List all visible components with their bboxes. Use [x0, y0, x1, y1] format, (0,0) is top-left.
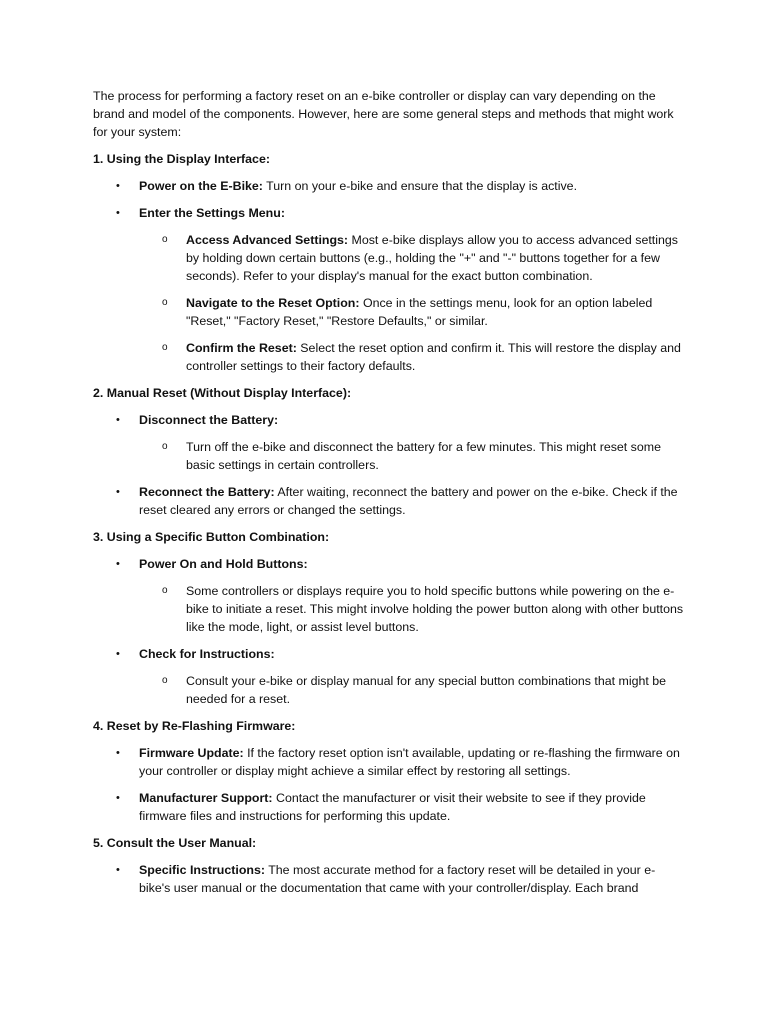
bullet-dot-icon: •: [116, 558, 120, 570]
bullet-dot-icon: •: [116, 180, 120, 192]
bullet-dot-icon: •: [116, 792, 120, 804]
item-label: Navigate to the Reset Option:: [186, 296, 360, 310]
item-text: Most e-bike displays allow you to access advanced settings by holding down certain buttons (e.g., holding the "+" and "-" buttons together for a few seconds). Refer to your display's manual for the exact button combination.: [186, 233, 678, 283]
item-label: Disconnect the Battery:: [139, 413, 279, 427]
item-text: Turn on your e-bike and ensure that the display is active.: [262, 179, 578, 193]
sub-bullet-list: [139, 438, 685, 474]
item-text: Select the reset option and confirm it. This will restore the display and controller settings to their factory defaults.: [186, 341, 681, 373]
bullet-list: [93, 411, 685, 519]
item-label: Power on the E-Bike:: [139, 179, 263, 193]
sub-list-item: [139, 294, 685, 330]
section-heading: 1. Using the Display Interface:: [93, 152, 270, 166]
item-label: Firmware Update:: [139, 746, 244, 760]
bullet-list: [93, 861, 685, 897]
item-label: Power On and Hold Buttons:: [139, 557, 308, 571]
item-label: Manufacturer Support:: [139, 791, 273, 805]
list-item: [93, 555, 685, 636]
item-label: Check for Instructions:: [139, 647, 275, 661]
list-item: [93, 645, 685, 708]
list-item: [93, 483, 685, 519]
sub-bullet-list: [139, 231, 685, 375]
item-label: Specific Instructions:: [139, 863, 265, 877]
list-item: [93, 744, 685, 780]
bullet-list: [93, 177, 685, 375]
document-page: [93, 87, 685, 906]
section-heading: 4. Reset by Re-Flashing Firmware:: [93, 719, 296, 733]
section-heading: 3. Using a Specific Button Combination:: [93, 530, 330, 544]
sub-list-item: [139, 672, 685, 708]
sub-list-item: [139, 231, 685, 285]
list-item: [93, 177, 685, 195]
item-text: Some controllers or displays require you to hold specific buttons while powering on the e-bike to initiate a reset. This might involve holding the power button along with other buttons like the mode, light, or assist level buttons.: [186, 584, 684, 634]
bullet-dot-icon: •: [116, 864, 120, 876]
list-item: [93, 204, 685, 375]
item-label: Enter the Settings Menu:: [139, 206, 285, 220]
section-heading: 2. Manual Reset (Without Display Interface):: [93, 386, 352, 400]
bullet-circle-icon: o: [162, 234, 168, 245]
bullet-circle-icon: o: [162, 342, 168, 353]
list-item: [93, 411, 685, 474]
item-label: Confirm the Reset:: [186, 341, 297, 355]
section-heading: 5. Consult the User Manual:: [93, 836, 257, 850]
bullet-dot-icon: •: [116, 207, 120, 219]
sections-container: [93, 150, 685, 897]
intro-paragraph: The process for performing a factory reset on an e-bike controller or display can vary depending on the brand and model of the components. However, here are some general steps and methods that might work for your system:: [93, 89, 674, 139]
item-label: Reconnect the Battery:: [139, 485, 275, 499]
item-text: If the factory reset option isn't available, updating or re-flashing the firmware on your controller or display might achieve a similar effect by restoring all settings.: [139, 746, 680, 778]
sub-bullet-list: [139, 582, 685, 636]
bullet-list: [93, 555, 685, 708]
sub-list-item: [139, 339, 685, 375]
item-text: Contact the manufacturer or visit their website to see if they provide firmware files and instructions for performing this update.: [139, 791, 646, 823]
bullet-dot-icon: •: [116, 486, 120, 498]
item-text: Consult your e-bike or display manual for any special button combinations that might be needed for a reset.: [186, 674, 667, 706]
bullet-dot-icon: •: [116, 648, 120, 660]
bullet-list: [93, 744, 685, 825]
bullet-dot-icon: •: [116, 414, 120, 426]
item-text: After waiting, reconnect the battery and power on the e-bike. Check if the reset cleared any errors or changed the settings.: [139, 485, 678, 517]
bullet-circle-icon: o: [162, 297, 168, 308]
bullet-dot-icon: •: [116, 747, 120, 759]
sub-bullet-list: [139, 672, 685, 708]
sub-list-item: [139, 438, 685, 474]
list-item: [93, 789, 685, 825]
item-label: Access Advanced Settings:: [186, 233, 349, 247]
bullet-circle-icon: o: [162, 585, 168, 596]
item-text: Once in the settings menu, look for an option labeled "Reset," "Factory Reset," "Restore Defaults," or similar.: [186, 296, 653, 328]
bullet-circle-icon: o: [162, 675, 168, 686]
list-item: [93, 861, 685, 897]
sub-list-item: [139, 582, 685, 636]
bullet-circle-icon: o: [162, 441, 168, 452]
item-text: The most accurate method for a factory reset will be detailed in your e-bike's user manual or the documentation that came with your controller/display. Each brand: [139, 863, 656, 895]
item-text: Turn off the e-bike and disconnect the battery for a few minutes. This might reset some basic settings in certain controllers.: [186, 440, 661, 472]
